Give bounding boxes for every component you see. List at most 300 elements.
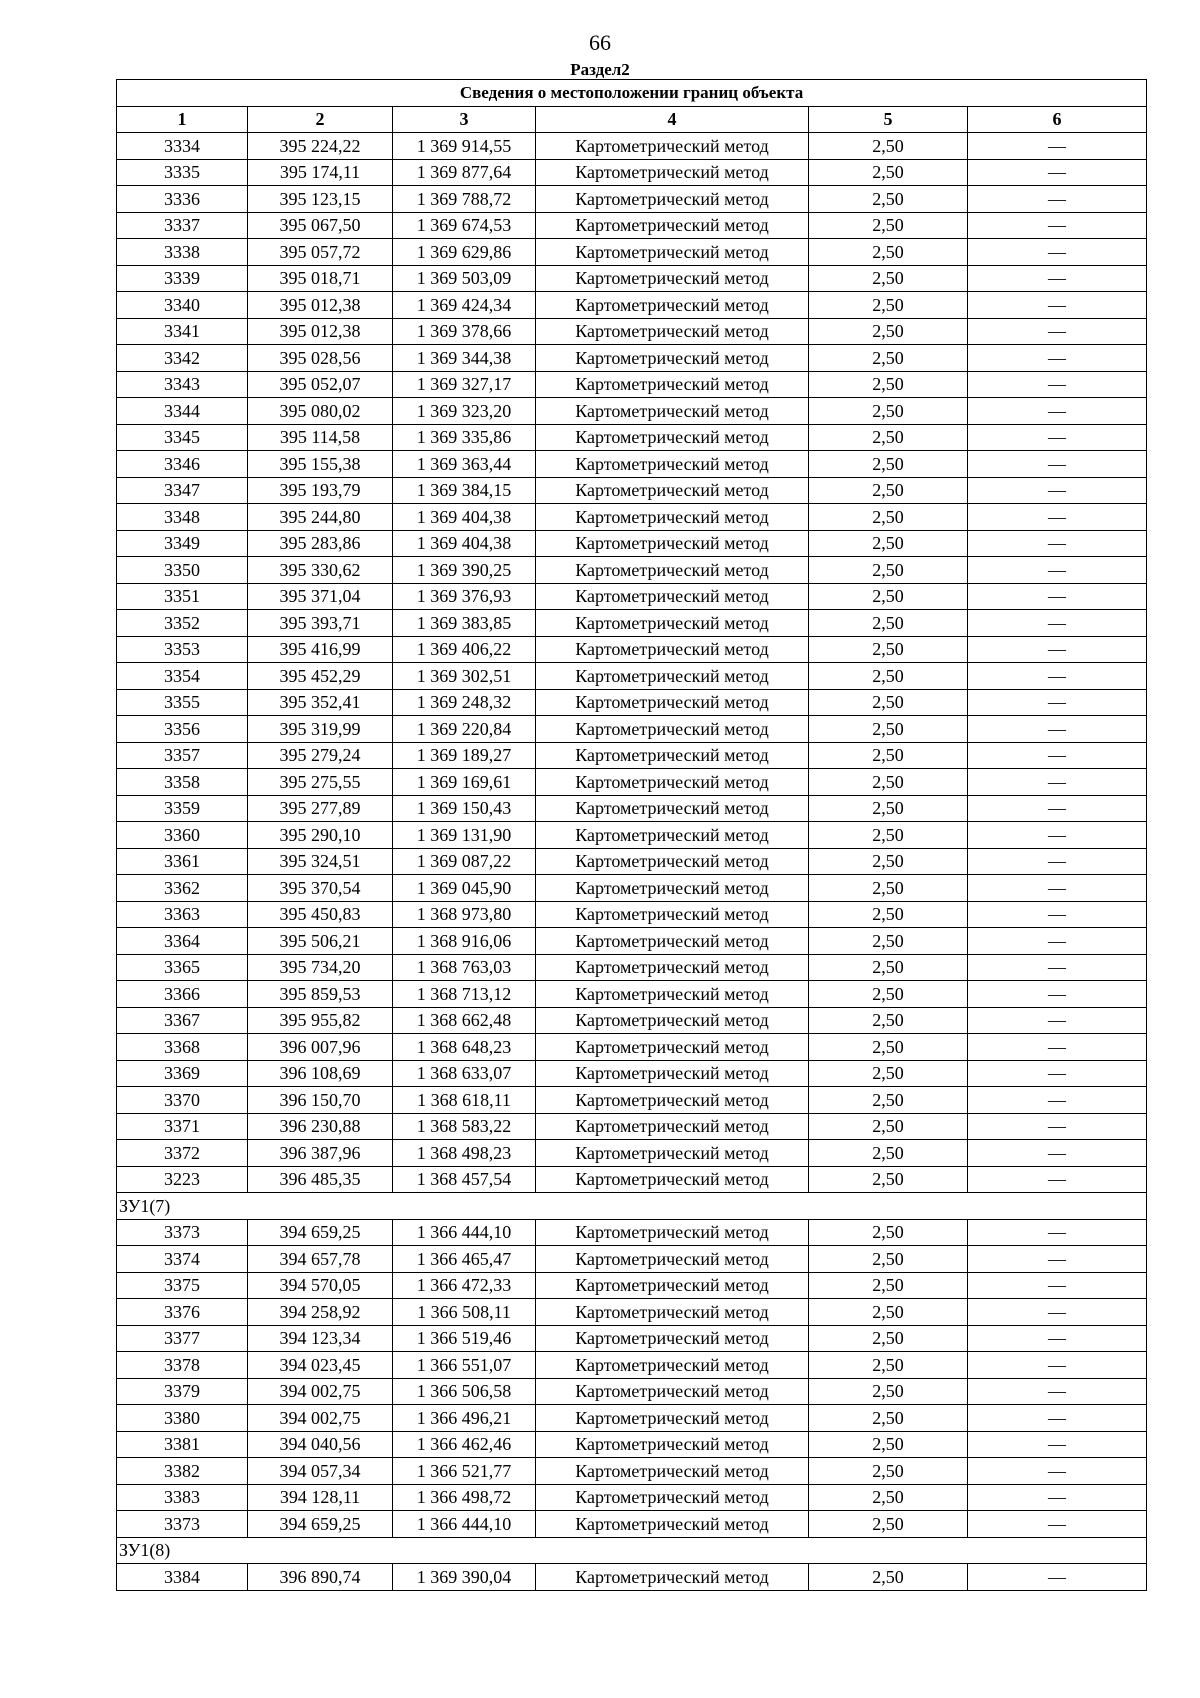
method: Картометрический метод (536, 928, 809, 955)
table-row (117, 1299, 1147, 1326)
coord-y: 1 369 914,55 (393, 133, 536, 160)
coord-x: 395 067,50 (248, 212, 393, 239)
accuracy: 2,50 (809, 663, 968, 690)
table-row (117, 1458, 1147, 1485)
coord-y: 1 366 462,46 (393, 1431, 536, 1458)
point-number: 3374 (117, 1246, 248, 1273)
method: Картометрический метод (536, 848, 809, 875)
table-row (117, 716, 1147, 743)
table-row (117, 1060, 1147, 1087)
point-number: 3380 (117, 1405, 248, 1432)
note: — (968, 477, 1147, 504)
accuracy: 2,50 (809, 928, 968, 955)
coord-y: 1 369 424,34 (393, 292, 536, 319)
note: — (968, 1113, 1147, 1140)
coord-y: 1 368 583,22 (393, 1113, 536, 1140)
note: — (968, 239, 1147, 266)
coord-x: 394 040,56 (248, 1431, 393, 1458)
coord-x: 394 570,05 (248, 1272, 393, 1299)
coord-y: 1 366 472,33 (393, 1272, 536, 1299)
coord-x: 394 258,92 (248, 1299, 393, 1326)
note: — (968, 504, 1147, 531)
note: — (968, 769, 1147, 796)
note: — (968, 1166, 1147, 1193)
method: Картометрический метод (536, 1299, 809, 1326)
point-number: 3353 (117, 636, 248, 663)
coord-x: 395 193,79 (248, 477, 393, 504)
accuracy: 2,50 (809, 1060, 968, 1087)
point-number: 3338 (117, 239, 248, 266)
point-number: 3361 (117, 848, 248, 875)
accuracy: 2,50 (809, 716, 968, 743)
coord-x: 395 319,99 (248, 716, 393, 743)
coord-x: 395 416,99 (248, 636, 393, 663)
coord-y: 1 369 376,93 (393, 583, 536, 610)
note: — (968, 1272, 1147, 1299)
accuracy: 2,50 (809, 795, 968, 822)
coord-x: 395 174,11 (248, 159, 393, 186)
method: Картометрический метод (536, 451, 809, 478)
accuracy: 2,50 (809, 1378, 968, 1405)
point-number: 3339 (117, 265, 248, 292)
method: Картометрический метод (536, 583, 809, 610)
method: Картометрический метод (536, 1325, 809, 1352)
coord-y: 1 366 521,77 (393, 1458, 536, 1485)
coord-y: 1 366 498,72 (393, 1484, 536, 1511)
accuracy: 2,50 (809, 1458, 968, 1485)
coord-y: 1 369 248,32 (393, 689, 536, 716)
point-number: 3365 (117, 954, 248, 981)
coord-y: 1 369 877,64 (393, 159, 536, 186)
coord-x: 395 450,83 (248, 901, 393, 928)
point-number: 3356 (117, 716, 248, 743)
coord-x: 395 028,56 (248, 345, 393, 372)
accuracy: 2,50 (809, 1246, 968, 1273)
coord-y: 1 369 378,66 (393, 318, 536, 345)
note: — (968, 265, 1147, 292)
coord-y: 1 369 788,72 (393, 186, 536, 213)
table-row (117, 1484, 1147, 1511)
coord-y: 1 369 503,09 (393, 265, 536, 292)
table-row (117, 583, 1147, 610)
note: — (968, 1246, 1147, 1273)
method: Картометрический метод (536, 716, 809, 743)
accuracy: 2,50 (809, 1140, 968, 1167)
method: Картометрический метод (536, 398, 809, 425)
table-row (117, 345, 1147, 372)
point-number: 3341 (117, 318, 248, 345)
table-row (117, 1272, 1147, 1299)
coord-y: 1 366 444,10 (393, 1219, 536, 1246)
coord-x: 394 128,11 (248, 1484, 393, 1511)
coord-x: 394 657,78 (248, 1246, 393, 1273)
table-caption-row (117, 80, 1147, 107)
point-number: 3379 (117, 1378, 248, 1405)
table-row (117, 1087, 1147, 1114)
accuracy: 2,50 (809, 159, 968, 186)
point-number: 3376 (117, 1299, 248, 1326)
table-row (117, 159, 1147, 186)
point-number: 3347 (117, 477, 248, 504)
coord-y: 1 369 390,25 (393, 557, 536, 584)
method: Картометрический метод (536, 1246, 809, 1273)
note: — (968, 928, 1147, 955)
method: Картометрический метод (536, 636, 809, 663)
note: — (968, 822, 1147, 849)
point-number: 3349 (117, 530, 248, 557)
note: — (968, 689, 1147, 716)
method: Картометрический метод (536, 689, 809, 716)
accuracy: 2,50 (809, 398, 968, 425)
note: — (968, 795, 1147, 822)
accuracy: 2,50 (809, 1087, 968, 1114)
accuracy: 2,50 (809, 875, 968, 902)
note: — (968, 1431, 1147, 1458)
coord-x: 394 123,34 (248, 1325, 393, 1352)
point-number: 3367 (117, 1007, 248, 1034)
point-number: 3334 (117, 133, 248, 160)
point-number: 3382 (117, 1458, 248, 1485)
coord-x: 395 012,38 (248, 318, 393, 345)
accuracy: 2,50 (809, 848, 968, 875)
note: — (968, 451, 1147, 478)
point-number: 3337 (117, 212, 248, 239)
note: — (968, 1034, 1147, 1061)
accuracy: 2,50 (809, 318, 968, 345)
point-number: 3223 (117, 1166, 248, 1193)
table-row (117, 451, 1147, 478)
accuracy: 2,50 (809, 424, 968, 451)
accuracy: 2,50 (809, 557, 968, 584)
coord-y: 1 366 508,11 (393, 1299, 536, 1326)
method: Картометрический метод (536, 1378, 809, 1405)
point-number: 3359 (117, 795, 248, 822)
group-label: ЗУ1(8) (117, 1537, 1147, 1564)
coord-y: 1 369 327,17 (393, 371, 536, 398)
note: — (968, 663, 1147, 690)
accuracy: 2,50 (809, 292, 968, 319)
note: — (968, 318, 1147, 345)
accuracy: 2,50 (809, 239, 968, 266)
note: — (968, 742, 1147, 769)
point-number: 3355 (117, 689, 248, 716)
table-row (117, 1166, 1147, 1193)
method: Картометрический метод (536, 212, 809, 239)
method: Картометрический метод (536, 1511, 809, 1538)
column-number: 1 (117, 106, 248, 133)
method: Картометрический метод (536, 981, 809, 1008)
note: — (968, 133, 1147, 160)
method: Картометрический метод (536, 663, 809, 690)
accuracy: 2,50 (809, 1166, 968, 1193)
table-row (117, 265, 1147, 292)
coord-y: 1 369 390,04 (393, 1564, 536, 1591)
table-row (117, 928, 1147, 955)
coord-y: 1 368 648,23 (393, 1034, 536, 1061)
coord-x: 396 007,96 (248, 1034, 393, 1061)
point-number: 3357 (117, 742, 248, 769)
point-number: 3377 (117, 1325, 248, 1352)
coord-x: 395 080,02 (248, 398, 393, 425)
method: Картометрический метод (536, 1431, 809, 1458)
coord-y: 1 369 302,51 (393, 663, 536, 690)
coord-x: 395 330,62 (248, 557, 393, 584)
coord-x: 394 002,75 (248, 1378, 393, 1405)
method: Картометрический метод (536, 159, 809, 186)
table-row (117, 1511, 1147, 1538)
group-row (117, 1537, 1147, 1564)
accuracy: 2,50 (809, 186, 968, 213)
coord-y: 1 369 404,38 (393, 504, 536, 531)
coord-y: 1 369 404,38 (393, 530, 536, 557)
group-row (117, 1193, 1147, 1220)
note: — (968, 954, 1147, 981)
point-number: 3358 (117, 769, 248, 796)
point-number: 3354 (117, 663, 248, 690)
group-label: ЗУ1(7) (117, 1193, 1147, 1220)
table-row (117, 292, 1147, 319)
accuracy: 2,50 (809, 636, 968, 663)
coord-y: 1 369 045,90 (393, 875, 536, 902)
table-row (117, 398, 1147, 425)
coord-y: 1 369 087,22 (393, 848, 536, 875)
coord-y: 1 369 323,20 (393, 398, 536, 425)
table-row (117, 557, 1147, 584)
table-row (117, 1113, 1147, 1140)
table-row (117, 742, 1147, 769)
note: — (968, 1325, 1147, 1352)
table-row (117, 795, 1147, 822)
method: Картометрический метод (536, 1484, 809, 1511)
coord-x: 395 324,51 (248, 848, 393, 875)
table-row (117, 848, 1147, 875)
table-row (117, 530, 1147, 557)
method: Картометрический метод (536, 186, 809, 213)
coord-y: 1 366 496,21 (393, 1405, 536, 1432)
coord-x: 394 659,25 (248, 1219, 393, 1246)
point-number: 3351 (117, 583, 248, 610)
coord-y: 1 369 220,84 (393, 716, 536, 743)
method: Картометрический метод (536, 1140, 809, 1167)
method: Картометрический метод (536, 769, 809, 796)
point-number: 3344 (117, 398, 248, 425)
table-row (117, 981, 1147, 1008)
coord-y: 1 368 618,11 (393, 1087, 536, 1114)
note: — (968, 1564, 1147, 1591)
accuracy: 2,50 (809, 769, 968, 796)
accuracy: 2,50 (809, 1272, 968, 1299)
method: Картометрический метод (536, 477, 809, 504)
table-row (117, 689, 1147, 716)
coord-y: 1 368 498,23 (393, 1140, 536, 1167)
column-numbers-row (117, 106, 1147, 133)
column-number: 3 (393, 106, 536, 133)
coord-y: 1 366 506,58 (393, 1378, 536, 1405)
accuracy: 2,50 (809, 371, 968, 398)
coord-x: 395 155,38 (248, 451, 393, 478)
method: Картометрический метод (536, 133, 809, 160)
note: — (968, 212, 1147, 239)
table-row (117, 954, 1147, 981)
method: Картометрический метод (536, 265, 809, 292)
coord-x: 395 114,58 (248, 424, 393, 451)
point-number: 3381 (117, 1431, 248, 1458)
note: — (968, 292, 1147, 319)
table-row (117, 1405, 1147, 1432)
coord-x: 395 352,41 (248, 689, 393, 716)
point-number: 3335 (117, 159, 248, 186)
point-number: 3366 (117, 981, 248, 1008)
note: — (968, 1140, 1147, 1167)
table-row (117, 1219, 1147, 1246)
coord-y: 1 368 973,80 (393, 901, 536, 928)
point-number: 3346 (117, 451, 248, 478)
method: Картометрический метод (536, 1219, 809, 1246)
coord-x: 394 659,25 (248, 1511, 393, 1538)
note: — (968, 1484, 1147, 1511)
table-row (117, 1007, 1147, 1034)
table-row (117, 477, 1147, 504)
coord-x: 395 052,07 (248, 371, 393, 398)
coord-y: 1 368 916,06 (393, 928, 536, 955)
method: Картометрический метод (536, 1113, 809, 1140)
coord-x: 394 023,45 (248, 1352, 393, 1379)
note: — (968, 1219, 1147, 1246)
note: — (968, 530, 1147, 557)
coord-x: 395 452,29 (248, 663, 393, 690)
note: — (968, 1352, 1147, 1379)
coord-y: 1 369 189,27 (393, 742, 536, 769)
coord-x: 395 057,72 (248, 239, 393, 266)
coord-x: 395 370,54 (248, 875, 393, 902)
table-caption: Сведения о местоположении границ объекта (117, 80, 1147, 107)
table-row (117, 663, 1147, 690)
method: Картометрический метод (536, 557, 809, 584)
point-number: 3362 (117, 875, 248, 902)
accuracy: 2,50 (809, 689, 968, 716)
table-row (117, 1034, 1147, 1061)
method: Картометрический метод (536, 1087, 809, 1114)
method: Картометрический метод (536, 1272, 809, 1299)
coord-x: 396 890,74 (248, 1564, 393, 1591)
accuracy: 2,50 (809, 1007, 968, 1034)
table-row (117, 1431, 1147, 1458)
coord-y: 1 369 384,15 (393, 477, 536, 504)
note: — (968, 716, 1147, 743)
coord-y: 1 369 169,61 (393, 769, 536, 796)
table-row (117, 1564, 1147, 1591)
coord-y: 1 366 444,10 (393, 1511, 536, 1538)
accuracy: 2,50 (809, 822, 968, 849)
coord-x: 395 279,24 (248, 742, 393, 769)
point-number: 3373 (117, 1219, 248, 1246)
accuracy: 2,50 (809, 265, 968, 292)
accuracy: 2,50 (809, 954, 968, 981)
point-number: 3384 (117, 1564, 248, 1591)
method: Картометрический метод (536, 1166, 809, 1193)
accuracy: 2,50 (809, 583, 968, 610)
table-row (117, 318, 1147, 345)
point-number: 3372 (117, 1140, 248, 1167)
method: Картометрический метод (536, 424, 809, 451)
accuracy: 2,50 (809, 1484, 968, 1511)
point-number: 3343 (117, 371, 248, 398)
note: — (968, 981, 1147, 1008)
note: — (968, 557, 1147, 584)
column-number: 4 (536, 106, 809, 133)
note: — (968, 1511, 1147, 1538)
note: — (968, 1378, 1147, 1405)
accuracy: 2,50 (809, 1325, 968, 1352)
note: — (968, 1458, 1147, 1485)
method: Картометрический метод (536, 1458, 809, 1485)
table-row (117, 1378, 1147, 1405)
note: — (968, 398, 1147, 425)
point-number: 3368 (117, 1034, 248, 1061)
accuracy: 2,50 (809, 530, 968, 557)
accuracy: 2,50 (809, 1219, 968, 1246)
coord-x: 395 244,80 (248, 504, 393, 531)
coord-y: 1 366 551,07 (393, 1352, 536, 1379)
coord-y: 1 368 763,03 (393, 954, 536, 981)
column-number: 2 (248, 106, 393, 133)
accuracy: 2,50 (809, 1564, 968, 1591)
method: Картометрический метод (536, 954, 809, 981)
coord-x: 395 371,04 (248, 583, 393, 610)
note: — (968, 371, 1147, 398)
note: — (968, 345, 1147, 372)
method: Картометрический метод (536, 742, 809, 769)
accuracy: 2,50 (809, 212, 968, 239)
coord-x: 394 002,75 (248, 1405, 393, 1432)
table-row (117, 239, 1147, 266)
column-number: 5 (809, 106, 968, 133)
table-row (117, 424, 1147, 451)
coord-x: 395 123,15 (248, 186, 393, 213)
point-number: 3348 (117, 504, 248, 531)
point-number: 3383 (117, 1484, 248, 1511)
coord-y: 1 366 519,46 (393, 1325, 536, 1352)
table-row (117, 1352, 1147, 1379)
accuracy: 2,50 (809, 610, 968, 637)
note: — (968, 159, 1147, 186)
method: Картометрический метод (536, 530, 809, 557)
note: — (968, 1405, 1147, 1432)
note: — (968, 1007, 1147, 1034)
coord-x: 395 012,38 (248, 292, 393, 319)
method: Картометрический метод (536, 610, 809, 637)
point-number: 3364 (117, 928, 248, 955)
note: — (968, 1299, 1147, 1326)
table-row (117, 371, 1147, 398)
accuracy: 2,50 (809, 133, 968, 160)
accuracy: 2,50 (809, 1113, 968, 1140)
accuracy: 2,50 (809, 477, 968, 504)
coord-x: 395 018,71 (248, 265, 393, 292)
point-number: 3336 (117, 186, 248, 213)
coord-x: 395 224,22 (248, 133, 393, 160)
coord-x: 395 393,71 (248, 610, 393, 637)
coord-y: 1 368 457,54 (393, 1166, 536, 1193)
table-row (117, 504, 1147, 531)
note: — (968, 1087, 1147, 1114)
table-row (117, 875, 1147, 902)
method: Картометрический метод (536, 504, 809, 531)
page-number: 66 (589, 30, 611, 55)
coord-y: 1 369 150,43 (393, 795, 536, 822)
note: — (968, 424, 1147, 451)
method: Картометрический метод (536, 239, 809, 266)
